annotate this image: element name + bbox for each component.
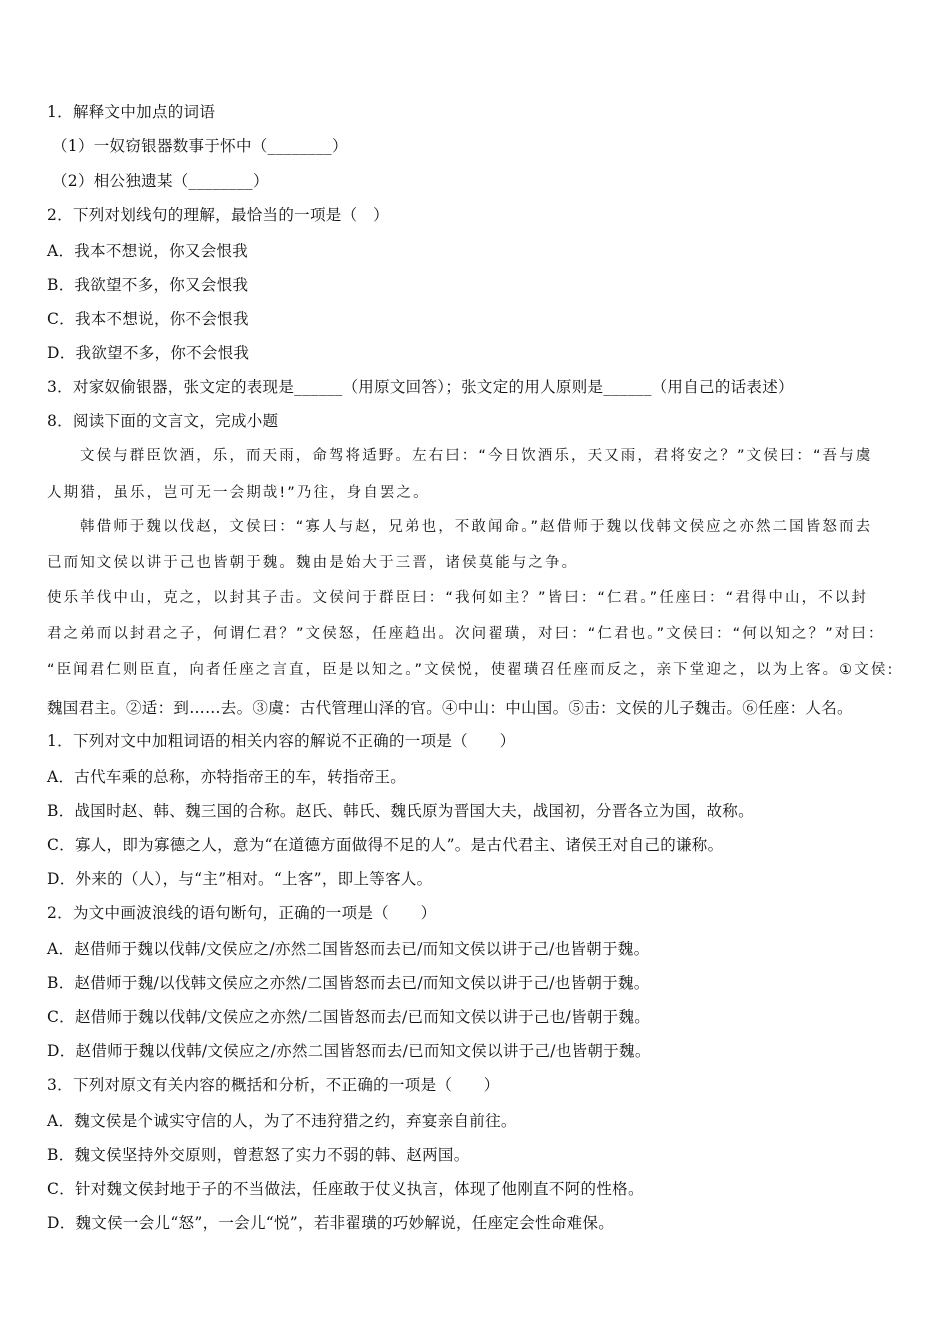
sub-question-1-option-d: D．外来的（人），与“主”相对。“上客”，即上等客人。 <box>47 870 433 888</box>
passage-line-2: 人期猎，虽乐，岂可无一会期哉!”乃往，身自罢之。 <box>47 485 430 501</box>
passage-line-3: 韩借师于魏以伐赵，文侯曰：“寡人与赵，兄弟也，不敢闻命。”赵借师于魏以伐韩文侯应之亦然二国皆怒而去 <box>80 519 873 535</box>
passage-line-5: 使乐羊伐中山，克之，以封其子击。文侯问于群臣曰：“我何如主？”皆曰：“仁君。”任座曰：“君得中山，不以封 <box>47 590 869 606</box>
question-2-option-d: D．我欲望不多，你不会恨我 <box>47 344 250 362</box>
sub-question-3-option-c: C．针对魏文侯封地于子的不当做法，任座敢于仗义执言，体现了他刚直不阿的性格。 <box>47 1180 644 1198</box>
sub-question-3-option-b: B．魏文侯坚持外交原则，曾惹怒了实力不弱的韩、赵两国。 <box>47 1146 470 1164</box>
passage-notes: 魏国君主。②适：到……去。③虞：古代管理山泽的官。④中山：中山国。⑤击：文侯的儿子魏击。⑥任座：人名。 <box>47 699 853 717</box>
question-2-option-a: A．我本不想说，你又会恨我 <box>47 242 249 260</box>
sub-question-2-option-b: B．赵借师于魏/以伐韩文侯应之亦然/二国皆怒而去已/而知文侯以讲于己/也皆朝于魏。 <box>47 974 650 992</box>
passage-line-6: 君之弟而以封君之子，何谓仁君？”文侯怒，任座趋出。次问翟璜，对曰：“仁君也。”文侯曰：“何以知之？”对曰： <box>47 626 885 642</box>
question-3-title: 3．对家奴偷银器，张文定的表现是______（用原文回答）；张文定的用人原则是______（用自己的话表述） <box>47 378 794 396</box>
passage-line-4: 已而知文侯以讲于己也皆朝于魏。魏由是始大于三晋，诸侯莫能与之争。 <box>47 555 579 571</box>
sub-question-1-option-b: B．战国时赵、韩、魏三国的合称。赵氏、韩氏、魏氏原为晋国大夫，战国初，分晋各立为国，故称。 <box>47 802 754 820</box>
question-2-option-b: B．我欲望不多，你又会恨我 <box>47 276 249 294</box>
sub-question-3-title: 3．下列对原文有关内容的概括和分析，不正确的一项是（ ） <box>47 1076 500 1094</box>
section-8-title: 8．阅读下面的文言文，完成小题 <box>47 412 279 430</box>
sub-question-1-option-c: C．寡人，即为寡德之人，意为“在道德方面做得不足的人”。是古代君主、诸侯王对自己的谦称。 <box>47 836 724 854</box>
sub-question-2-title: 2．为文中画波浪线的语句断句，正确的一项是（ ） <box>47 904 437 922</box>
sub-question-1-title: 1．下列对文中加粗词语的相关内容的解说不正确的一项是（ ） <box>47 732 516 750</box>
passage-line-1: 文侯与群臣饮酒，乐，而天雨，命驾将适野。左右曰：“今日饮酒乐，天又雨，君将安之？”文侯曰：“吾与虞 <box>80 448 873 464</box>
question-1-sub-2: （2）相公独遗某（________） <box>52 172 269 190</box>
sub-question-1-option-a: A．古代车乘的总称，亦特指帝王的车，转指帝王。 <box>47 768 407 786</box>
question-1-sub-1: （1）一奴窃银器数事于怀中（________） <box>52 137 348 155</box>
sub-question-2-option-d: D．赵借师于魏以伐韩/文侯应之/亦然二国皆怒而去/已而知文侯以讲于己/也皆朝于魏。 <box>47 1042 651 1060</box>
sub-question-3-option-d: D．魏文侯一会儿“怒”，一会儿“悦”，若非翟璜的巧妙解说，任座定会性命难保。 <box>47 1214 615 1232</box>
question-2-option-c: C．我本不想说，你不会恨我 <box>47 310 249 328</box>
question-1-title: 1．解释文中加点的词语 <box>47 103 216 121</box>
passage-line-7: “臣闻君仁则臣直，向者任座之言直，臣是以知之。”文侯悦，使翟璜召任座而反之，亲下堂迎之，以为上客。①文侯: <box>47 662 895 678</box>
sub-question-2-option-c: C．赵借师于魏以伐韩/文侯应之亦然/二国皆怒而去/已而知文侯以讲于己也/皆朝于魏。 <box>47 1008 651 1026</box>
sub-question-3-option-a: A．魏文侯是个诚实守信的人，为了不违狩猎之约，弃宴亲自前往。 <box>47 1112 517 1130</box>
question-2-title: 2．下列对划线句的理解，最恰当的一项是（ ） <box>47 206 389 224</box>
sub-question-2-option-a: A．赵借师于魏以伐韩/文侯应之/亦然二国皆怒而去已/而知文侯以讲于己/也皆朝于魏。 <box>47 940 650 958</box>
